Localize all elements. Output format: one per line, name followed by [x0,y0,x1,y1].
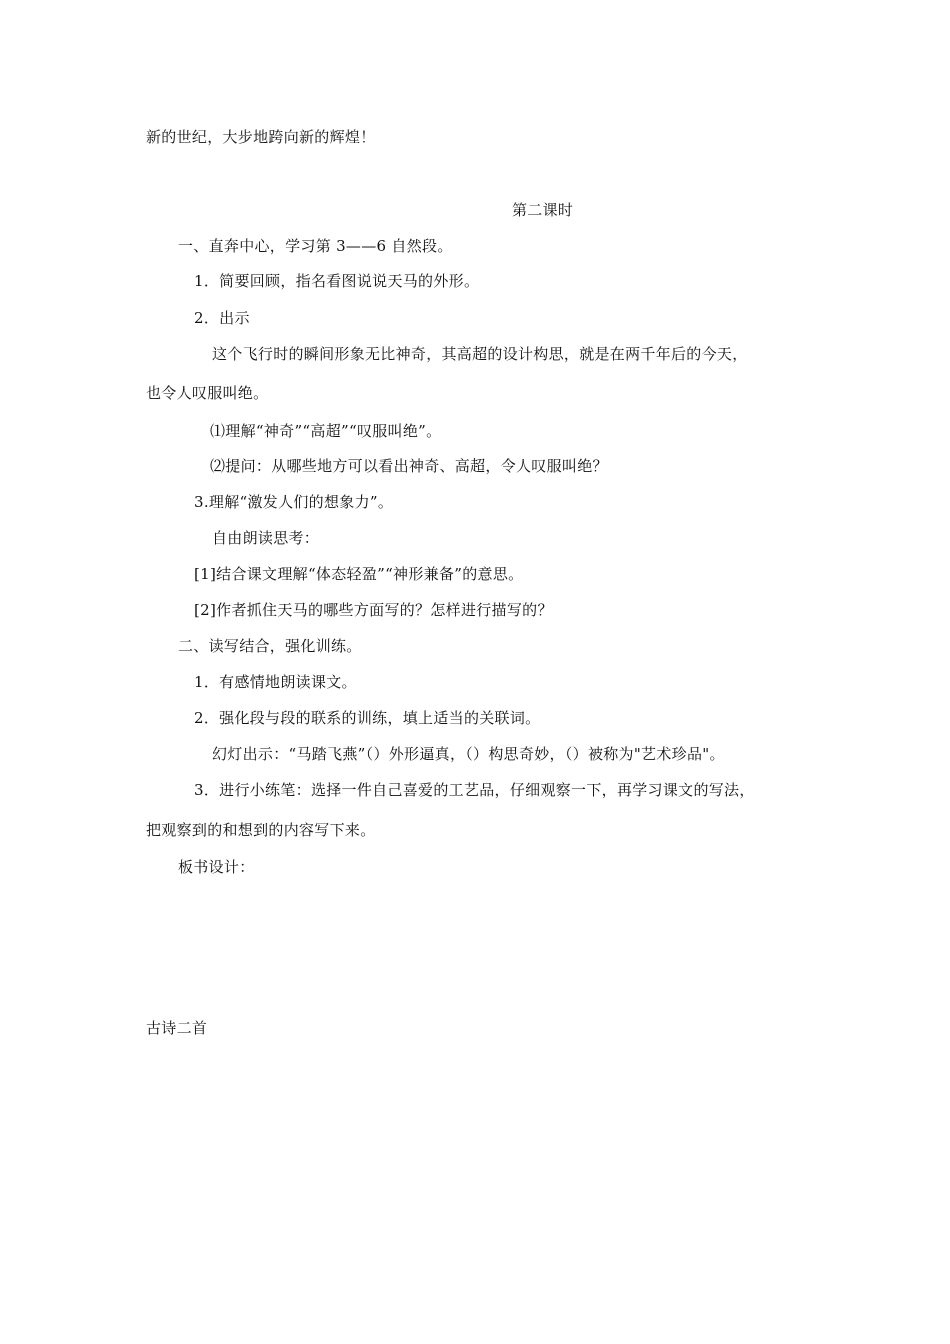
section-two-item-3-line-2: 把观察到的和想到的内容写下来。 [146,821,376,839]
lesson-title: 第二课时 [512,201,574,219]
board-design-label: 板书设计： [178,858,255,876]
continuation-line: 新的世纪，大步地跨向新的辉煌！ [146,128,376,146]
section-two-item-2: 2．强化段与段的联系的训练，填上适当的关联词。 [194,709,541,727]
section-one-heading: 一、直奔中心，学习第 3——6 自然段。 [178,237,453,255]
bracket-item-2: [2]作者抓住天马的哪些方面写的？怎样进行描写的？ [194,601,553,619]
question-1: ⑴理解“神奇”“高超”“叹服叫绝”。 [210,422,442,440]
section-one-item-1: 1．简要回顾，指名看图说说天马的外形。 [194,272,480,290]
bracket-item-1: [1]结合课文理解“体态轻盈”“神形兼备”的意思。 [194,565,524,583]
section-one-item-3: 3.理解“激发人们的想象力”。 [194,493,394,511]
section-two-heading: 二、读写结合，强化训练。 [178,637,362,655]
slide-exercise: 幻灯出示：“马踏飞燕”（）外形逼真，（）构思奇妙，（）被称为"艺术珍品"。 [212,745,725,763]
quote-line-1: 这个飞行时的瞬间形象无比神奇，其高超的设计构思，就是在两千年后的今天， [212,345,748,363]
section-one-item-2: 2．出示 [194,309,250,327]
next-lesson-title: 古诗二首 [146,1019,208,1037]
question-2: ⑵提问：从哪些地方可以看出神奇、高超，令人叹服叫绝？ [210,457,608,475]
section-two-item-1: 1．有感情地朗读课文。 [194,673,357,691]
section-two-item-3-line-1: 3．进行小练笔：选择一件自己喜爱的工艺品，仔细观察一下，再学习课文的写法， [194,781,755,799]
free-reading-prompt: 自由朗读思考： [212,529,320,547]
quote-line-2: 也令人叹服叫绝。 [146,384,269,402]
